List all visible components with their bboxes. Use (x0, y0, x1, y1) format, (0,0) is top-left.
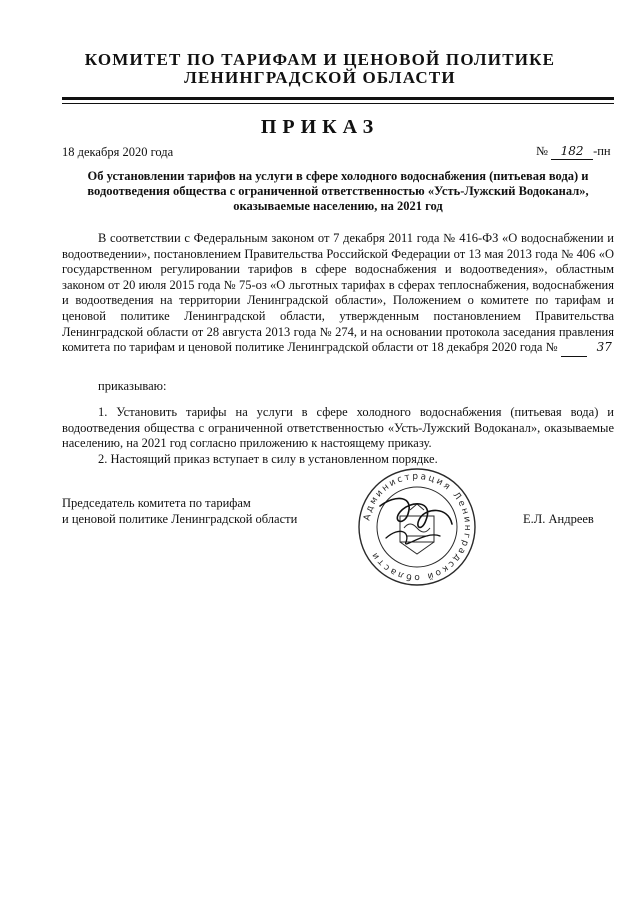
committee-name-line2: ЛЕНИНГРАДСКОЙ ОБЛАСТИ (184, 68, 456, 87)
protocol-number-value: 37 (561, 340, 587, 357)
order-subject: Об установлении тарифов на услуги в сфере холодного водоснабжения (питьевая вода) и водоотведения общества с ограниченной ответственностью «Усть-Лужский Водоканал», оказываемые населению, на 2021 год (87, 169, 589, 213)
signatory-name: Е.Л. Андреев (523, 512, 594, 526)
order-word: приказываю: (98, 379, 167, 393)
order-item-1: 1. Установить тарифы на услуги в сфере холодного водоснабжения (питьевая вода) и водоотведения общества с ограниченной ответственностью «Усть-Лужский Водоканал», оказываемые населению, на 2021 год согласно приложению к настоящему приказу. (62, 405, 614, 451)
number-suffix: -пн (593, 144, 611, 158)
number-sign: № (536, 144, 548, 158)
document-title: ПРИКАЗ (260, 116, 380, 138)
signatory-position-line1: Председатель комитета по тарифам (62, 496, 251, 510)
order-number (536, 143, 611, 160)
order-date: 18 декабря 2020 года (62, 145, 174, 159)
order-number-value: 182 (551, 143, 593, 160)
svg-text:Администрация Ленинградской об (362, 472, 472, 582)
header-thin-rule (62, 103, 614, 104)
protocol-number-sign: № (545, 340, 558, 355)
preamble-text: В соответствии с Федеральным законом от 7 декабря 2011 года № 416-ФЗ «О водоснабжении и водоотведении», постановлением Правительства Российской Федерации от 13 мая 2013 года № 406 «О государственном регулировании тарифов в сфере водоснабжения и водоотведения», областным законом от 20 июля 2015 года № 75-оз «О льготных тарифах в сферах теплоснабжения, водоснабжения и водоотведения на территории Ленинградской области», Положением о комитете по тарифам и ценовой политике Ленинградской области, утвержденным постановлением Правительства Ленинградской области от 28 августа 2013 года № 274, и на основании протокола заседания правления комитета по тарифам и ценовой политике Ленинградской области от 18 декабря 2020 года (62, 231, 614, 355)
signatory-position-line2: и ценовой политике Ленинградской области (62, 512, 298, 526)
order-item-2: 2. Настоящий приказ вступает в силу в установленном порядке. (98, 452, 438, 466)
header-thick-rule (62, 97, 614, 100)
seal-lettering: Администрация Ленинградской области (362, 471, 473, 583)
official-seal-icon (356, 466, 478, 588)
committee-name-line1: КОМИТЕТ ПО ТАРИФАМ И ЦЕНОВОЙ ПОЛИТИКЕ (84, 50, 556, 69)
preamble-paragraph (62, 231, 614, 357)
